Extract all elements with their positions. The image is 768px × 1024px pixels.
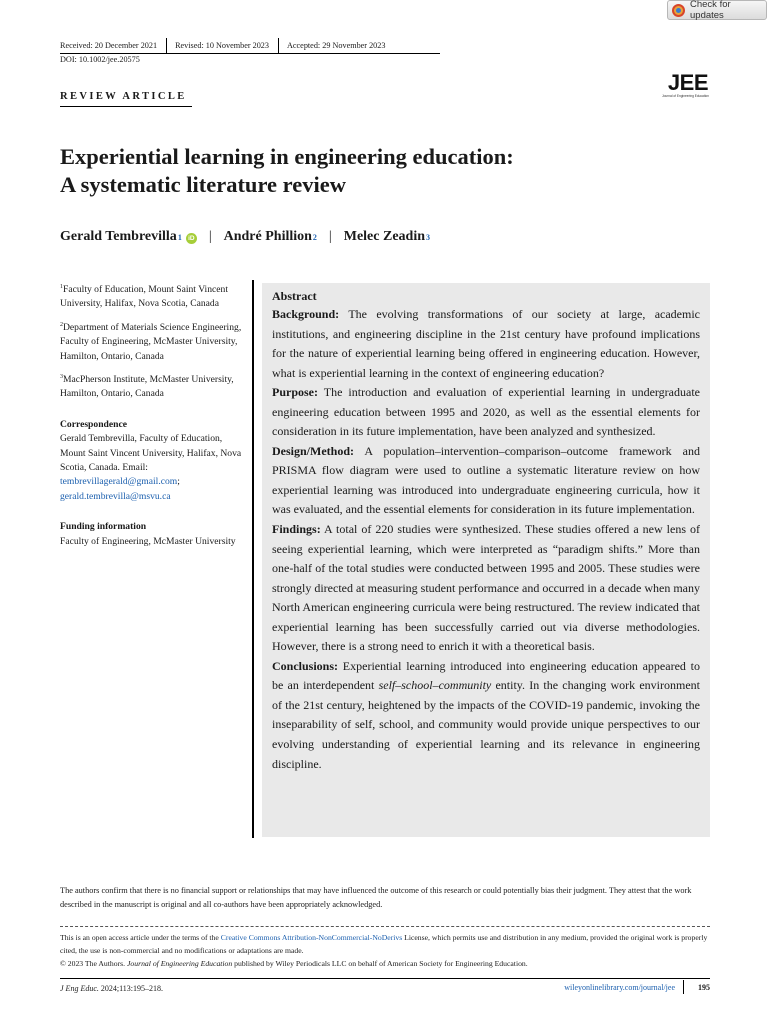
section-label: Design/Method: (272, 443, 354, 458)
accepted-date: Accepted: 29 November 2023 (287, 40, 386, 50)
title-line-2: A systematic literature review (60, 172, 346, 197)
revised-date: Revised: 10 November 2023 (175, 40, 269, 50)
abstract-design (272, 442, 700, 520)
affiliation (60, 280, 246, 312)
footer-rule (60, 978, 710, 979)
correspondence-text (60, 432, 246, 504)
abstract-heading: Abstract (272, 289, 317, 303)
abstract-divider (252, 280, 254, 838)
section-text: entity. In the changing work environment of the 21st century, heightened by the impacts of the COVID-19 pandemic, invoking the inseparability of self, school, and community would provide unique perspectives to our evolving understanding of experiential learning and its relevance in engineering discipline. (272, 678, 701, 771)
abstract-conclusions (272, 657, 700, 774)
email-link[interactable]: tembrevillagerald@gmail.com (60, 476, 178, 488)
funding-heading: Funding information (60, 521, 147, 533)
section-text: Experiential learning introduced into engineering education appeared to be an interdependent (272, 658, 700, 693)
affiliation-number: 1 (60, 284, 63, 290)
author-name[interactable]: Gerald Tembrevilla (60, 229, 177, 244)
footer-right (564, 980, 710, 994)
section-label: Purpose: (272, 385, 318, 400)
article-type: REVIEW ARTICLE (60, 91, 187, 102)
abstract-findings (272, 520, 700, 657)
author-affiliation-marker[interactable]: 3 (426, 233, 430, 242)
section-label: Findings: (272, 522, 321, 537)
affiliation-number: 2 (60, 321, 63, 328)
affiliation-number: 3 (60, 374, 63, 381)
journal-logo (662, 72, 708, 98)
section-text: A population–intervention–comparison–outcome framework and PRISMA flow diagram were used to outline a systematic literature review on how experiential learning was introduced into undergraduate engineering curricula, how it was evaluated, and the essential elements for consideration in its future implementation. (272, 443, 700, 517)
author-separator: | (208, 229, 212, 244)
citation-volume: 2024;113:195–218. (100, 984, 164, 993)
doi[interactable]: DOI: 10.1002/jee.20575 (60, 55, 140, 64)
citation (60, 984, 163, 993)
correspondence-address: Gerald Tembrevilla, Faculty of Education, Mount Saint Vincent University, Halifax, Nova Scotia, Canada. (60, 433, 242, 474)
section-label: Conclusions: (272, 658, 339, 673)
journal-name: Journal of Engineering Education (126, 959, 233, 969)
email-label: Email: (122, 462, 148, 474)
author-list (60, 229, 430, 245)
affiliation (60, 318, 246, 364)
journal-logo-subtitle: Journal of Engineering Education (662, 94, 709, 98)
email-separator: ; (177, 476, 180, 488)
section-text: A total of 220 studies were synthesized. These studies offered a new lens of seeing experiential learning, which were interpreted as “paradigm shifts.” More than one-half of the total studies were conducted between 1995 and 2005. These studies were strongly directed at measuring student performance and occurred in a decade when many North American engineering curricula were being restructured. The review indicated that experiential learning has been successfully carried out via diverse methodologies. However, there is a strong need to enrich it with a theoretical basis. (272, 522, 700, 654)
copyright-text: © 2023 The Authors. (60, 959, 126, 969)
section-emphasis: self–school–community (378, 678, 492, 693)
author-affiliation-marker[interactable]: 1 (177, 233, 182, 242)
email-link[interactable]: gerald.tembrevilla@msvu.ca (60, 490, 171, 502)
check-for-updates-label: Check for updates (690, 0, 731, 21)
affiliation (60, 370, 246, 402)
crossmark-icon (672, 4, 685, 17)
affiliation-text: Faculty of Education, Mount Saint Vincent University, Halifax, Nova Scotia, Canada (60, 284, 228, 310)
section-text: The evolving transformations of our society at large, academic institutions, and engineering discipline in the 21st century have profound implications for the nature of experiential learning being offered in engineering education. However, what is experiential learning in the context of engineering education? (272, 307, 700, 380)
abstract-background (272, 305, 700, 383)
license-link[interactable]: Creative Commons Attribution-NonCommercial-NoDerivs (220, 933, 403, 942)
date-divider (166, 38, 167, 53)
affiliation-text: MacPherson Institute, McMaster University, Hamilton, Ontario, Canada (60, 374, 234, 400)
journal-logo-word: JEE (667, 70, 708, 95)
article-dates (60, 38, 385, 52)
affiliation-text: Department of Materials Science Engineering, Faculty of Engineering, McMaster University, Hamilton, Ontario, Canada (60, 321, 242, 362)
correspondence-heading: Correspondence (60, 418, 127, 430)
author-name[interactable]: André Phillion (223, 229, 312, 244)
citation-journal: J Eng Educ. (60, 984, 99, 993)
title-line-1: Experiential learning in engineering education: (60, 144, 514, 169)
footnote-divider (60, 926, 710, 927)
copyright-text: published by Wiley Periodicals LLC on behalf of American Society for Engineering Education. (234, 959, 528, 969)
article-type-underline (60, 106, 192, 107)
sidebar-info (60, 280, 246, 549)
date-divider (278, 38, 279, 53)
header-rule (60, 53, 440, 54)
author-name[interactable]: Melec Zeadin (343, 229, 425, 244)
page-number: 195 (698, 982, 710, 992)
section-text: The introduction and evaluation of experiential learning in undergraduate engineering education between 1995 and 2020, as well as the essential elements for consideration in its future implementation, have been analyzed and synthesized. (272, 385, 700, 439)
article-title (60, 143, 660, 199)
check-for-updates-button[interactable] (667, 0, 767, 20)
orcid-icon[interactable]: iD (186, 233, 197, 244)
abstract-purpose (272, 383, 700, 442)
footer-divider (683, 980, 684, 994)
author-separator: | (328, 229, 332, 244)
section-label: Background: (272, 307, 340, 321)
license-text: License, which permits use and distribution in any medium, provided the original work is properly cited, the use is non-commercial and no modifications or adaptations are made. (60, 933, 708, 956)
author-affiliation-marker[interactable]: 2 (312, 233, 317, 242)
disclosure-footnote: The authors confirm that there is no financial support or relationships that may have influenced the outcome of this research or could potentially bias their judgment. They attest that the work described in the manuscript is original and all co-authors have been appropriately acknowledged. (60, 886, 692, 910)
license-text: This is an open access article under the terms of the (60, 933, 219, 942)
abstract-box (262, 283, 710, 837)
funding-text: Faculty of Engineering, McMaster University (60, 535, 236, 547)
journal-url-link[interactable]: wileyonlinelibrary.com/journal/jee (564, 982, 675, 992)
license-note (60, 931, 710, 971)
received-date: Received: 20 December 2021 (60, 40, 158, 50)
